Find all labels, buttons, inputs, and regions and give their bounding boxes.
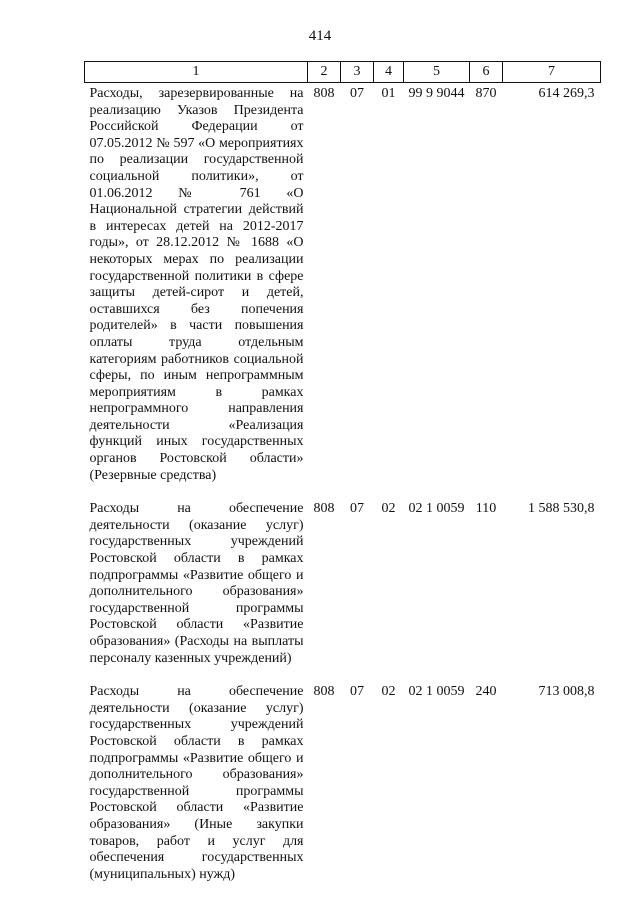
target-article-code: 99 9 9044	[408, 86, 465, 101]
header-cell-6: 6	[470, 62, 503, 83]
amount-value: 1 588 530,8	[528, 501, 595, 517]
subsection-code: 02	[381, 684, 396, 700]
section-code: 07	[350, 684, 364, 700]
header-cell-2: 2	[308, 62, 341, 83]
ministry-code: 808	[313, 501, 335, 517]
ministry-code: 808	[313, 684, 335, 700]
expense-type-code: 240	[475, 684, 497, 700]
target-article-code: 02 1 0059	[408, 684, 465, 700]
header-cell-3: 3	[341, 62, 374, 83]
expense-type-code: 870	[475, 86, 497, 101]
expense-type-code: 110	[475, 501, 497, 517]
table-body	[85, 83, 601, 898]
table-row	[85, 681, 601, 897]
header-cell-4: 4	[374, 62, 404, 83]
subsection-code: 02	[381, 501, 396, 517]
row-description: Расходы на обеспечение деятельности (оказание услуг) государственных учреждений Ростовской области в рамках подпрограммы «Развитие общего и дополнительного образования» государственной программы Ростовской области «Развитие образования» (Иные закупки товаров, работ и услуг для обеспечения государственных (муниципальных) нужд)	[89, 684, 304, 882]
subsection-code: 01	[381, 86, 396, 101]
amount-value: 713 008,8	[538, 684, 595, 700]
row-description: Расходы на обеспечение деятельности (оказание услуг) государственных учреждений Ростовской области в рамках подпрограммы «Развитие общего и дополнительного образования» государственной программы Ростовской области «Развитие образования» (Расходы на выплаты персоналу казенных учреждений)	[89, 501, 304, 666]
section-code: 07	[350, 86, 364, 101]
header-row	[85, 62, 601, 83]
table-header	[85, 62, 601, 83]
amount-value: 614 269,3	[538, 86, 595, 101]
row-description: Расходы, зарезервированные на реализацию Указов Президента Российской Федерации от 07.05.2012 № 597 «О мероприятиях по реализации государственной социальной политики», от 01.06.2012 № 761 «О Национальной стратегии действий в интересах детей на 2012-2017 годы», от 28.12.2012 № 1688 «О некоторых мерах по реализации государственной политики в сфере защиты детей-сирот и детей, оставшихся без попечения родителей» в части повышения оплаты труда отдельным категориям работников социальной сферы, по иным непрограммным мероприятиям в рамках непрограммного направления деятельности «Реализация функций иных государственных органов Ростовской области» (Резервные средства)	[89, 86, 304, 483]
header-cell-1: 1	[85, 62, 308, 83]
table-row	[85, 498, 601, 681]
table-row	[85, 83, 601, 499]
page-number: 414	[308, 28, 332, 44]
ministry-code: 808	[313, 86, 335, 101]
section-code: 07	[350, 501, 364, 517]
target-article-code: 02 1 0059	[408, 501, 465, 517]
budget-table	[84, 61, 601, 897]
header-cell-7: 7	[503, 62, 601, 83]
header-cell-5: 5	[404, 62, 470, 83]
